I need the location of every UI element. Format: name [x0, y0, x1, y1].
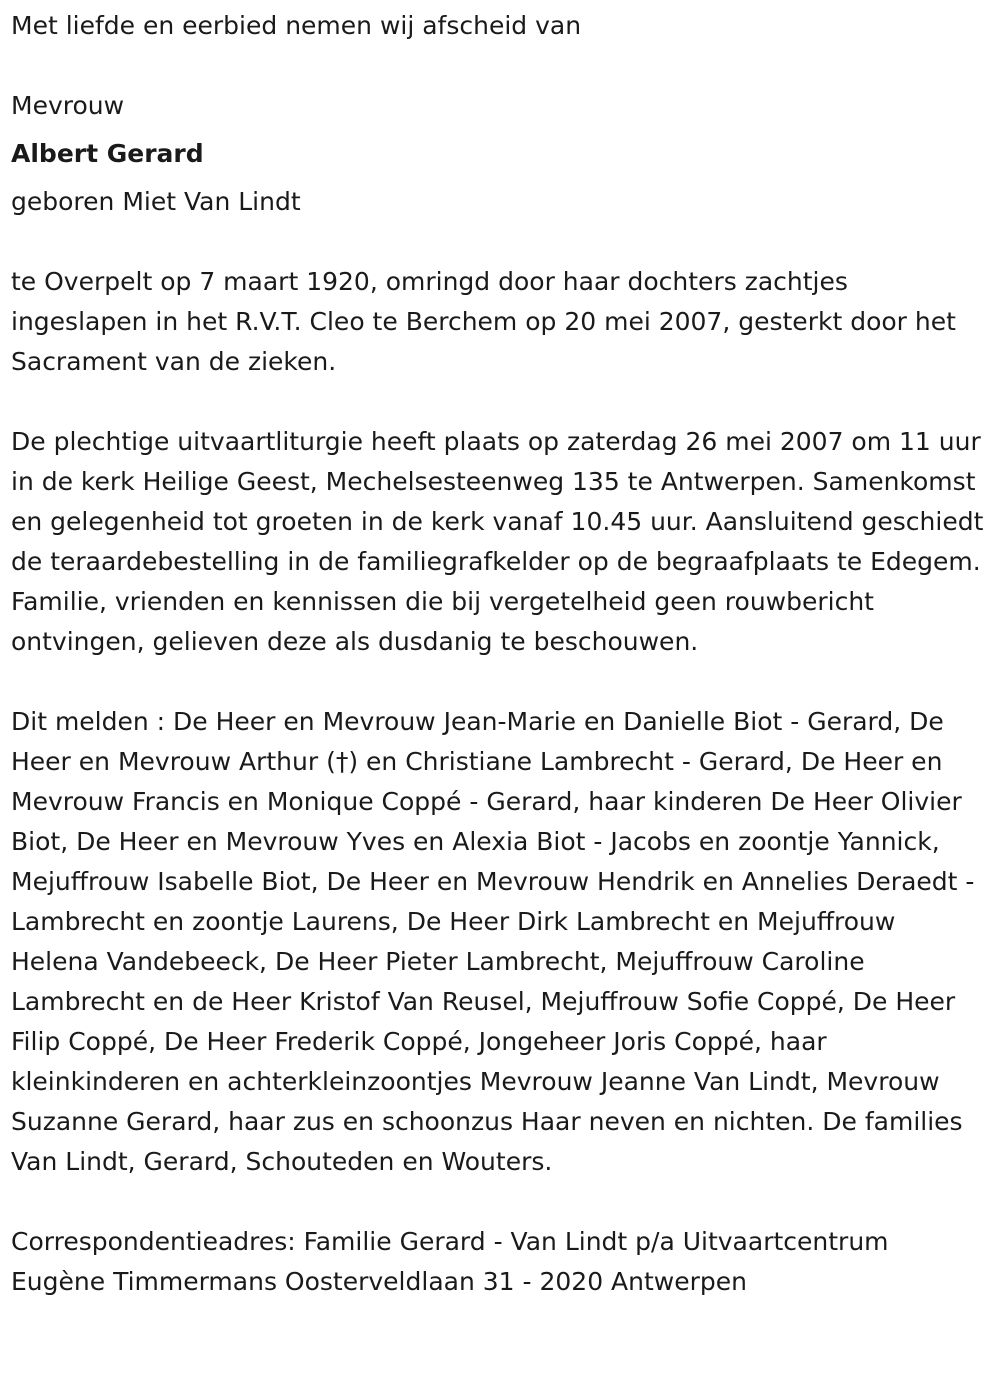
spacer: [11, 382, 986, 422]
deceased-name: Albert Gerard: [11, 139, 204, 168]
spacer: [11, 662, 986, 702]
spacer: [11, 174, 986, 182]
spacer: [11, 126, 986, 134]
obituary-notice: [11, 6, 986, 1302]
honorific: Mevrouw: [11, 91, 125, 120]
correspondence-address: Correspondentieadres: Familie Gerard - Van Lindt p/a Uitvaartcentrum Eugène Timmermans Oosterveldlaan 31 - 2020 Antwerpen: [11, 1227, 889, 1296]
spacer: [11, 46, 986, 86]
intro-line: Met liefde en eerbied nemen wij afscheid van: [11, 11, 582, 40]
life-paragraph: te Overpelt op 7 maart 1920, omringd door haar dochters zachtjes ingeslapen in het R.V.T. Cleo te Berchem op 20 mei 2007, gesterkt door het Sacrament van de zieken.: [11, 267, 956, 376]
spacer: [11, 222, 986, 262]
funeral-paragraph: De plechtige uitvaartliturgie heeft plaats op zaterdag 26 mei 2007 om 11 uur in de kerk Heilige Geest, Mechelsesteenweg 135 te Antwerpen. Samenkomst en gelegenheid tot groeten in de kerk vanaf 10.45 uur. Aansluitend geschiedt de teraardebestelling in de familiegrafkelder op de begraafplaats te Edegem. Familie, vrienden en kennissen die bij vergetelheid geen rouwbericht ontvingen, gelieven deze als dusdanig te beschouwen.: [11, 427, 984, 656]
spacer: [11, 1182, 986, 1222]
maiden-name: geboren Miet Van Lindt: [11, 187, 301, 216]
family-paragraph: Dit melden : De Heer en Mevrouw Jean-Marie en Danielle Biot - Gerard, De Heer en Mevrouw Arthur (†) en Christiane Lambrecht - Gerard, De Heer en Mevrouw Francis en Monique Coppé - Gerard, haar kinderen De Heer Olivier Biot, De Heer en Mevrouw Yves en Alexia Biot - Jacobs en zoontje Yannick, Mejuffrouw Isabelle Biot, De Heer en Mevrouw Hendrik en Annelies Deraedt - Lambrecht en zoontje Laurens, De Heer Dirk Lambrecht en Mejuffrouw Helena Vandebeeck, De Heer Pieter Lambrecht, Mejuffrouw Caroline Lambrecht en de Heer Kristof Van Reusel, Mejuffrouw Sofie Coppé, De Heer Filip Coppé, De Heer Frederik Coppé, Jongeheer Joris Coppé, haar kleinkinderen en achterkleinzoontjes Mevrouw Jeanne Van Lindt, Mevrouw Suzanne Gerard, haar zus en schoonzus Haar neven en nichten. De families Van Lindt, Gerard, Schouteden en Wouters.: [11, 707, 975, 1176]
